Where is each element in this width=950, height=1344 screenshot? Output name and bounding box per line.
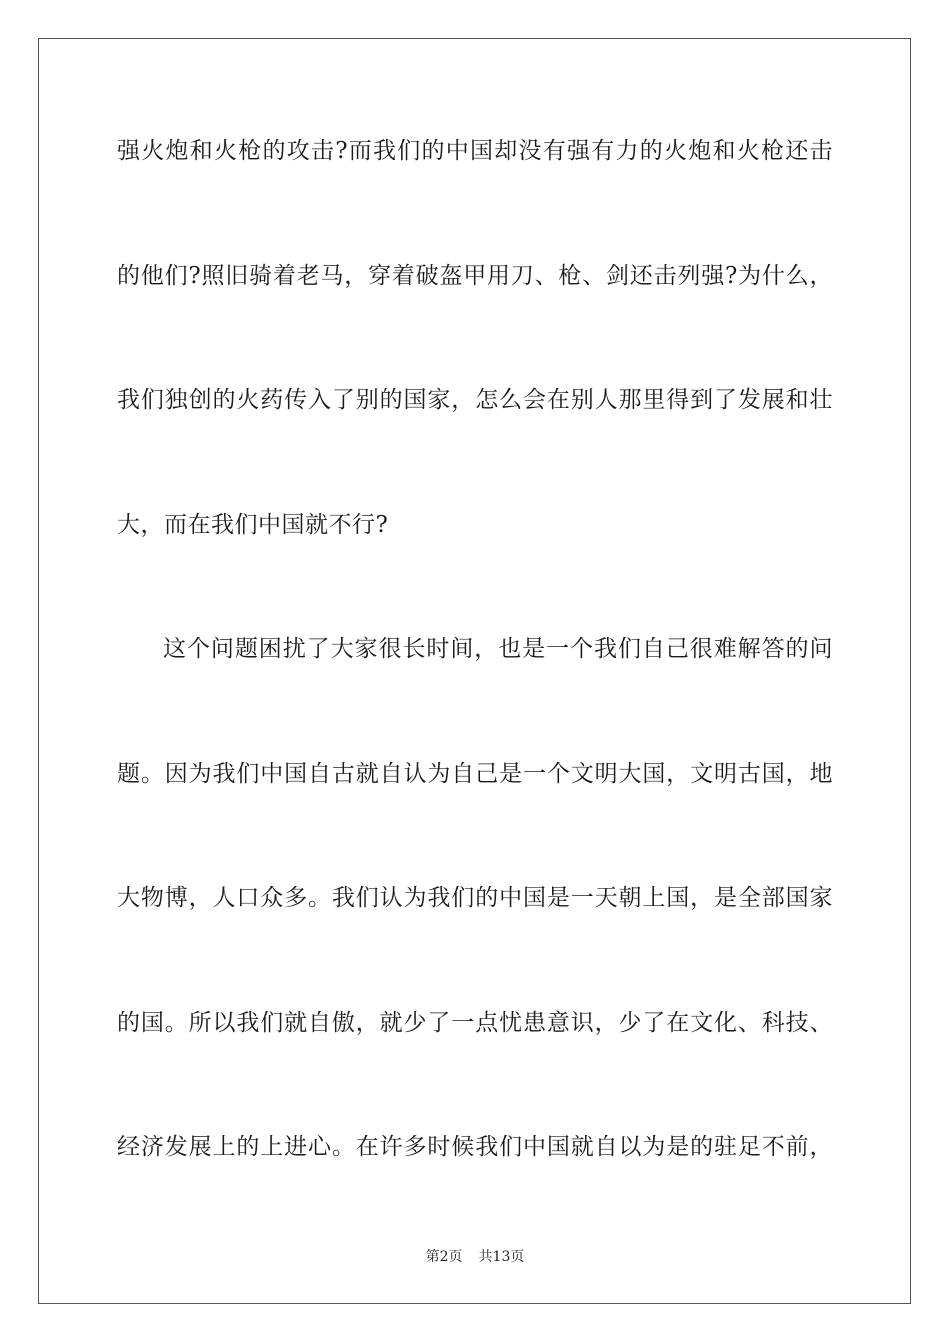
text-line: 的他们?照旧骑着老马，穿着破盔甲用刀、枪、剑还击列强?为什么， (117, 262, 833, 289)
page-footer (0, 1246, 950, 1266)
text-line-paragraph-start: 这个问题困扰了大家很长时间，也是一个我们自己很难解答的问 (163, 636, 833, 662)
text-line: 我们独创的火药传入了别的国家，怎么会在别人那里得到了发展和壮 (117, 387, 833, 413)
page-number-total: 共13页 (478, 1249, 525, 1265)
text-line: 经济发展上的上进心。在许多时候我们中国就自以为是的驻足不前， (117, 1134, 833, 1160)
text-line: 的国。所以我们就自傲，就少了一点忧患意识，少了在文化、科技、 (117, 1009, 833, 1036)
text-line: 题。因为我们中国自古就自认为自己是一个文明大国，文明古国，地 (117, 760, 833, 787)
text-line: 大，而在我们中国就不行? (117, 511, 389, 538)
text-line: 强火炮和火枪的攻击?而我们的中国却没有强有力的火炮和火枪还击 (117, 138, 833, 164)
document-body (117, 125, 833, 1246)
page-number-current: 第2页 (425, 1249, 463, 1265)
text-line: 大物博，人口众多。我们认为我们的中国是一天朝上国，是全部国家 (117, 885, 833, 911)
